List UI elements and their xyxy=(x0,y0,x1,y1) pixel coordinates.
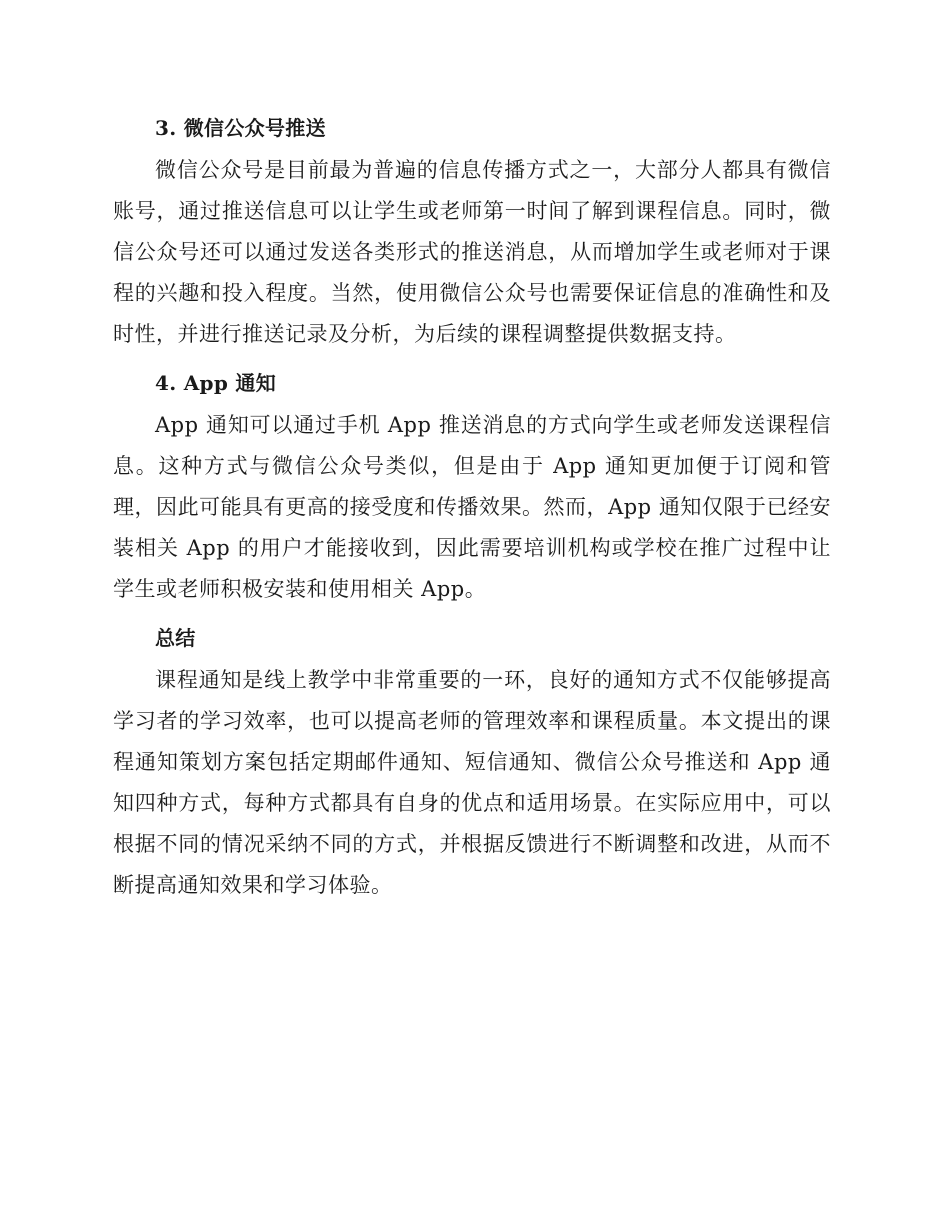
section-heading-app: 4. App 通知 xyxy=(155,371,276,395)
section-paragraph-summary: 课程通知是线上教学中非常重要的一环，良好的通知方式不仅能够提高学习者的学习效率，也可以提高老师的管理效率和课程质量。本文提出的课程通知策划方案包括定期邮件通知、短信通知、微信公众号推送和 App 通知四种方式，每种方式都具有自身的优点和适用场景。在实际应用中，可以根据不同的情况采纳不同的方式，并根据反馈进行不断调整和改进，从而不断提高通知效果和学习体验。 xyxy=(113,668,831,897)
section-heading-summary: 总结 xyxy=(155,626,196,650)
section-paragraph-app: App 通知可以通过手机 App 推送消息的方式向学生或老师发送课程信息。这种方式与微信公众号类似，但是由于 App 通知更加便于订阅和管理，因此可能具有更高的接受度和传播效果。然而，App 通知仅限于已经安装相关 App 的用户才能接收到，因此需要培训机构或学校在推广过程中让学生或老师积极安装和使用相关 App。 xyxy=(113,413,831,601)
document-body xyxy=(113,108,831,906)
section-paragraph-wechat: 微信公众号是目前最为普遍的信息传播方式之一，大部分人都具有微信账号，通过推送信息可以让学生或老师第一时间了解到课程信息。同时，微信公众号还可以通过发送各类形式的推送消息，从而增加学生或老师对于课程的兴趣和投入程度。当然，使用微信公众号也需要保证信息的准确性和及时性，并进行推送记录及分析，为后续的课程调整提供数据支持。 xyxy=(113,158,831,346)
section-heading-wechat: 3. 微信公众号推送 xyxy=(155,116,326,140)
